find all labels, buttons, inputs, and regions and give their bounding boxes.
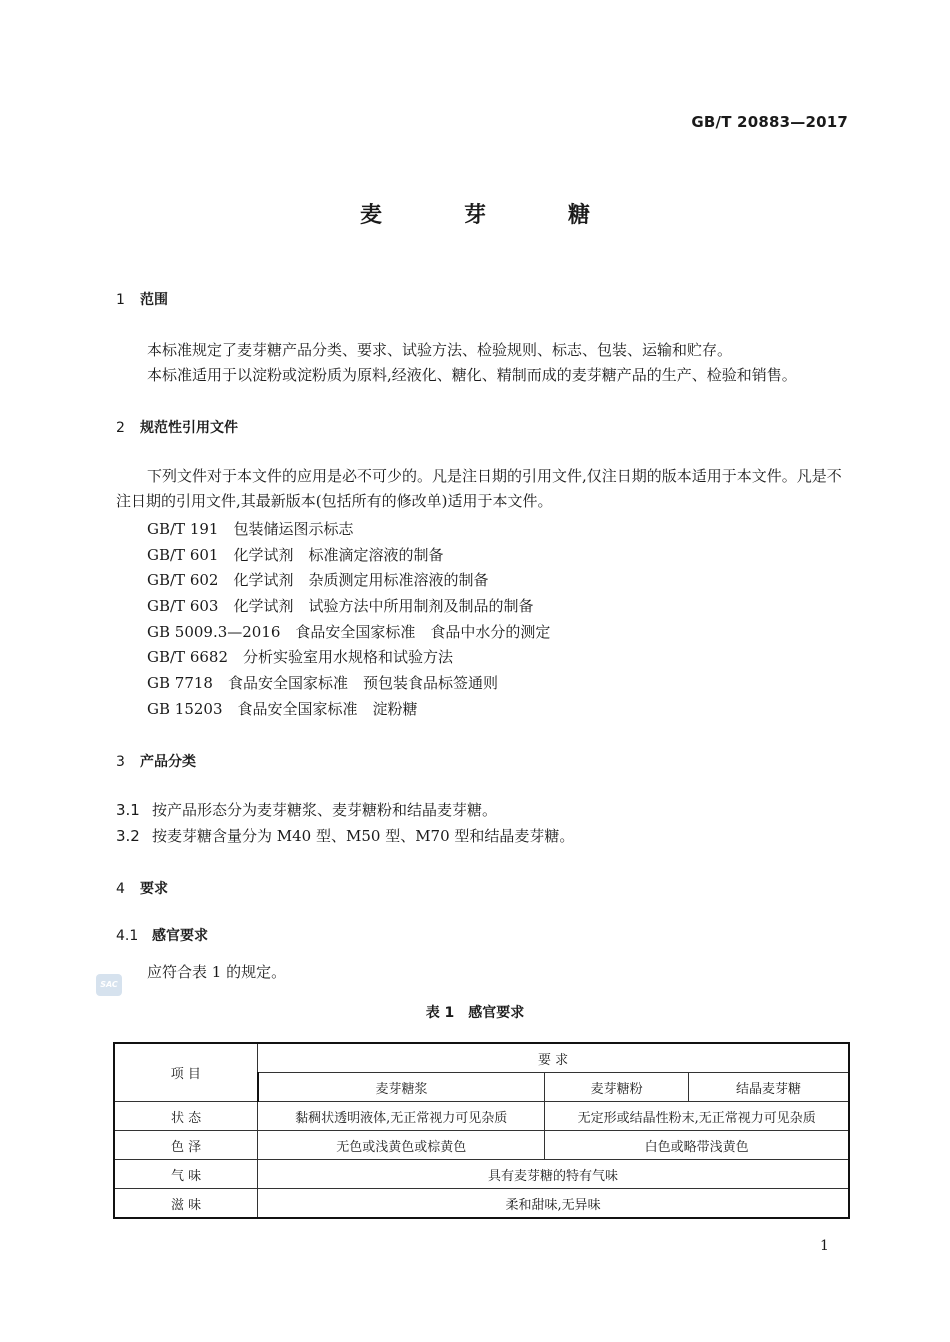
reference-item: GB 15203 食品安全国家标准 淀粉糖 <box>147 700 418 718</box>
section-number: 1 <box>116 292 125 308</box>
section-number: 3 <box>116 754 125 770</box>
table-header-row <box>114 1043 849 1073</box>
table-cell: 无色或浅黄色或棕黄色 <box>258 1131 545 1160</box>
section-1-heading <box>116 289 168 309</box>
table-row <box>114 1160 849 1189</box>
section-title: 产品分类 <box>140 754 196 770</box>
reference-item: GB/T 191 包装储运图示标志 <box>147 520 354 538</box>
clause-number: 3.1 <box>116 801 140 819</box>
table-cell: 柔和甜味,无异味 <box>258 1189 849 1219</box>
table-row <box>114 1102 849 1131</box>
table-cell: 黏稠状透明液体,无正常视力可见杂质 <box>258 1102 545 1131</box>
subsection-4-1-heading <box>116 925 208 945</box>
sac-watermark-logo: SAC <box>96 974 122 996</box>
section-title: 规范性引用文件 <box>140 420 238 436</box>
reference-item: GB/T 601 化学试剂 标准滴定溶液的制备 <box>147 546 444 564</box>
table-row <box>114 1131 849 1160</box>
clause-3-1 <box>116 799 497 820</box>
header-requirement-cell: 要 求 <box>258 1043 849 1073</box>
table-cell: 白色或略带浅黄色 <box>545 1131 849 1160</box>
paragraph: 应符合表 1 的规定。 <box>147 963 287 981</box>
reference-item: GB/T 602 化学试剂 杂质测定用标准溶液的制备 <box>147 571 489 589</box>
sensory-requirements-table <box>113 1042 850 1219</box>
paragraph: 本标准适用于以淀粉或淀粉质为原料,经液化、糖化、精制而成的麦芽糖产品的生产、检验和销售。 <box>147 366 797 384</box>
table-cell: 具有麦芽糖的特有气味 <box>258 1160 849 1189</box>
section-number: 4 <box>116 881 125 897</box>
reference-item: GB/T 6682 分析实验室用水规格和试验方法 <box>147 648 454 666</box>
section-title: 要求 <box>140 881 168 897</box>
header-syrup-cell: 麦芽糖浆 <box>258 1073 545 1102</box>
section-4-heading <box>116 878 168 898</box>
paragraph: 下列文件对于本文件的应用是必不可少的。凡是注日期的引用文件,仅注日期的版本适用于本文件。凡是不注日期的引用文件,其最新版本(包括所有的修改单)适用于本文件。 <box>116 467 842 510</box>
header-crystal-cell: 结晶麦芽糖 <box>688 1073 849 1102</box>
header-item-cell: 项 目 <box>114 1043 258 1102</box>
subsection-title: 感官要求 <box>152 928 208 944</box>
clause-number: 3.2 <box>116 827 140 845</box>
table-cell: 无定形或结晶性粉末,无正常视力可见杂质 <box>545 1102 849 1131</box>
page-number: 1 <box>820 1238 829 1254</box>
clause-text: 按麦芽糖含量分为 M40 型、M50 型、M70 型和结晶麦芽糖。 <box>152 827 575 845</box>
section-number: 2 <box>116 420 125 436</box>
row-label: 滋 味 <box>114 1189 258 1219</box>
reference-item: GB/T 603 化学试剂 试验方法中所用制剂及制品的制备 <box>147 597 534 615</box>
standard-code: GB/T 20883—2017 <box>691 113 848 131</box>
row-label: 色 泽 <box>114 1131 258 1160</box>
row-label: 气 味 <box>114 1160 258 1189</box>
clause-3-2 <box>116 825 574 846</box>
reference-item: GB 7718 食品安全国家标准 预包装食品标签通则 <box>147 674 498 692</box>
subsection-number: 4.1 <box>116 928 139 944</box>
section-3-heading <box>116 751 196 771</box>
reference-item: GB 5009.3—2016 食品安全国家标准 食品中水分的测定 <box>147 623 551 641</box>
clause-text: 按产品形态分为麦芽糖浆、麦芽糖粉和结晶麦芽糖。 <box>152 801 498 819</box>
section-2-heading <box>116 417 238 437</box>
row-label: 状 态 <box>114 1102 258 1131</box>
table-row <box>114 1189 849 1219</box>
table-caption: 表 1 感官要求 <box>425 1005 525 1021</box>
header-powder-cell: 麦芽糖粉 <box>545 1073 689 1102</box>
document-title: 麦 芽 糖 <box>359 203 620 228</box>
paragraph: 本标准规定了麦芽糖产品分类、要求、试验方法、检验规则、标志、包装、运输和贮存。 <box>147 341 733 359</box>
section-title: 范围 <box>140 292 168 308</box>
